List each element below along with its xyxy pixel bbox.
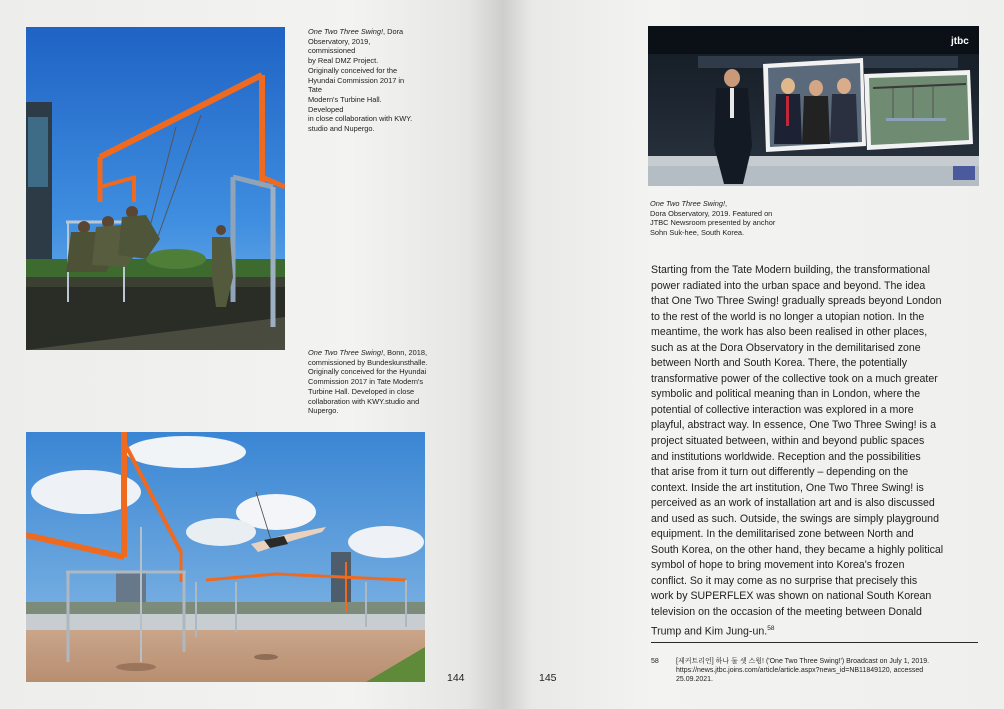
- caption-title: One Two Three Swing!: [308, 348, 384, 357]
- body-line: symbolic and political meaning than in London, where the: [651, 388, 921, 401]
- footnote-line: [제커트리언] 하나 둘 셋 스윙! ('One Two Three Swing!') Broadcast on July 1, 2019.: [676, 658, 930, 665]
- photo-soldiers-svg: [26, 27, 285, 350]
- right-page: [502, 0, 1004, 709]
- caption-line: commissioned by Bundeskunsthalle.: [308, 357, 428, 367]
- photo-bonn-swings: [26, 432, 425, 682]
- photo-jtbc-broadcast: [648, 26, 979, 186]
- footnote-line: 25.09.2021.: [676, 676, 713, 684]
- caption-dora-observatory: [308, 27, 418, 134]
- body-line: perceived as an work of installation art and is also discussed: [651, 497, 935, 510]
- caption-line: , Dora: [383, 27, 404, 36]
- footnote-text: [676, 657, 981, 685]
- caption-line: Modern's Turbine Hall. Developed: [308, 94, 382, 114]
- caption-bonn: [308, 348, 433, 416]
- body-line: conflict. So it may come as no surprise that precisely this: [651, 574, 918, 587]
- footnote-marker: 58: [767, 624, 775, 632]
- body-line: potential of collective interaction was explored in a more: [651, 403, 914, 416]
- caption-title: One Two Three Swing!: [650, 199, 726, 208]
- body-line: power radiated into the urban space and beyond. The idea: [651, 279, 926, 292]
- photo-bonn-svg: [26, 432, 425, 682]
- caption-line: Observatory, 2019, commissioned: [308, 36, 371, 56]
- caption-line: collaboration with KWY.studio and: [308, 396, 420, 406]
- caption-line: Turbine Hall. Developed in close: [308, 386, 415, 396]
- footnote-rule: [651, 642, 978, 643]
- caption-line: , Bonn, 2018,: [383, 348, 428, 357]
- body-line: South Korea, on the other hand, they became a highly political: [651, 543, 944, 556]
- page-number-right: 145: [539, 672, 557, 684]
- body-line: transformative power of the collective took on a much greater: [651, 372, 938, 385]
- caption-line: Commission 2017 in Tate Modern's: [308, 377, 424, 387]
- body-line: and used as such. Outside, the swings are simply playground: [651, 512, 939, 525]
- caption-line: in close collaboration with KWY.: [308, 114, 413, 124]
- caption-line: Sohn Suk-hee, South Korea.: [650, 228, 745, 238]
- body-line-last: [651, 621, 981, 640]
- caption-line: Originally conceived for the: [308, 65, 398, 75]
- footnote-number: 58: [651, 658, 659, 665]
- body-line: Starting from the Tate Modern building, the transformational: [651, 264, 930, 276]
- body-line: symbol of hope to bring movement into Korea's frozen: [651, 559, 905, 572]
- body-line: Trump and Kim Jung-un.: [651, 625, 768, 638]
- body-line: project situated between, within and beyond public spaces: [651, 435, 925, 448]
- caption-line: Hyundai Commission 2017 in Tate: [308, 75, 405, 95]
- body-line: equipment. In the demilitarised zone between North and: [651, 528, 914, 541]
- body-line: context. Inside the art institution, One Two Three Swing! is: [651, 481, 924, 494]
- caption-line: Originally conceived for the Hyundai: [308, 367, 427, 377]
- body-text: [651, 263, 981, 640]
- caption-line: studio and Nupergo.: [308, 124, 375, 134]
- page-number-left: 144: [447, 672, 465, 684]
- body-line: such as at the Dora Observatory in the demilitarised zone: [651, 341, 921, 354]
- body-line: that arise from it turn out differently – depending on the: [651, 466, 909, 479]
- caption-line: ,: [725, 199, 728, 208]
- caption-title: One Two Three Swing!: [308, 27, 384, 36]
- caption-line: JTBC Newsroom presented by anchor: [650, 218, 776, 228]
- body-line: television on the occasion of the meeting between Donald: [651, 606, 922, 619]
- body-line: that One Two Three Swing! gradually spreads beyond London: [651, 295, 942, 308]
- body-line: work by SUPERFLEX was shown on national South Korean: [651, 590, 932, 603]
- body-line: to the rest of the world is no longer a utopian notion. In the: [651, 310, 925, 323]
- body-line: meantime, the work has also been realised in other places,: [651, 326, 928, 339]
- body-line: and institutions worldwide. Reception and the possibilities: [651, 450, 921, 463]
- caption-line: by Real DMZ Project.: [308, 56, 379, 66]
- body-line: between North and South Korea. There, the potentially: [651, 357, 907, 370]
- caption-jtbc: [650, 199, 785, 238]
- body-line: playful, abstract way. In essence, One Two Three Swing! is a: [651, 419, 936, 432]
- photo-soldiers-swinging: [26, 27, 285, 350]
- footnote-line: https://news.jtbc.joins.com/article/article.aspx?news_id=NB11849120, accessed: [676, 667, 924, 675]
- jtbc-logo: jtbc: [951, 36, 969, 47]
- caption-line: Dora Observatory, 2019. Featured on: [650, 208, 773, 218]
- caption-line: Nupergo.: [308, 406, 339, 416]
- photo-jtbc-svg: [648, 26, 979, 186]
